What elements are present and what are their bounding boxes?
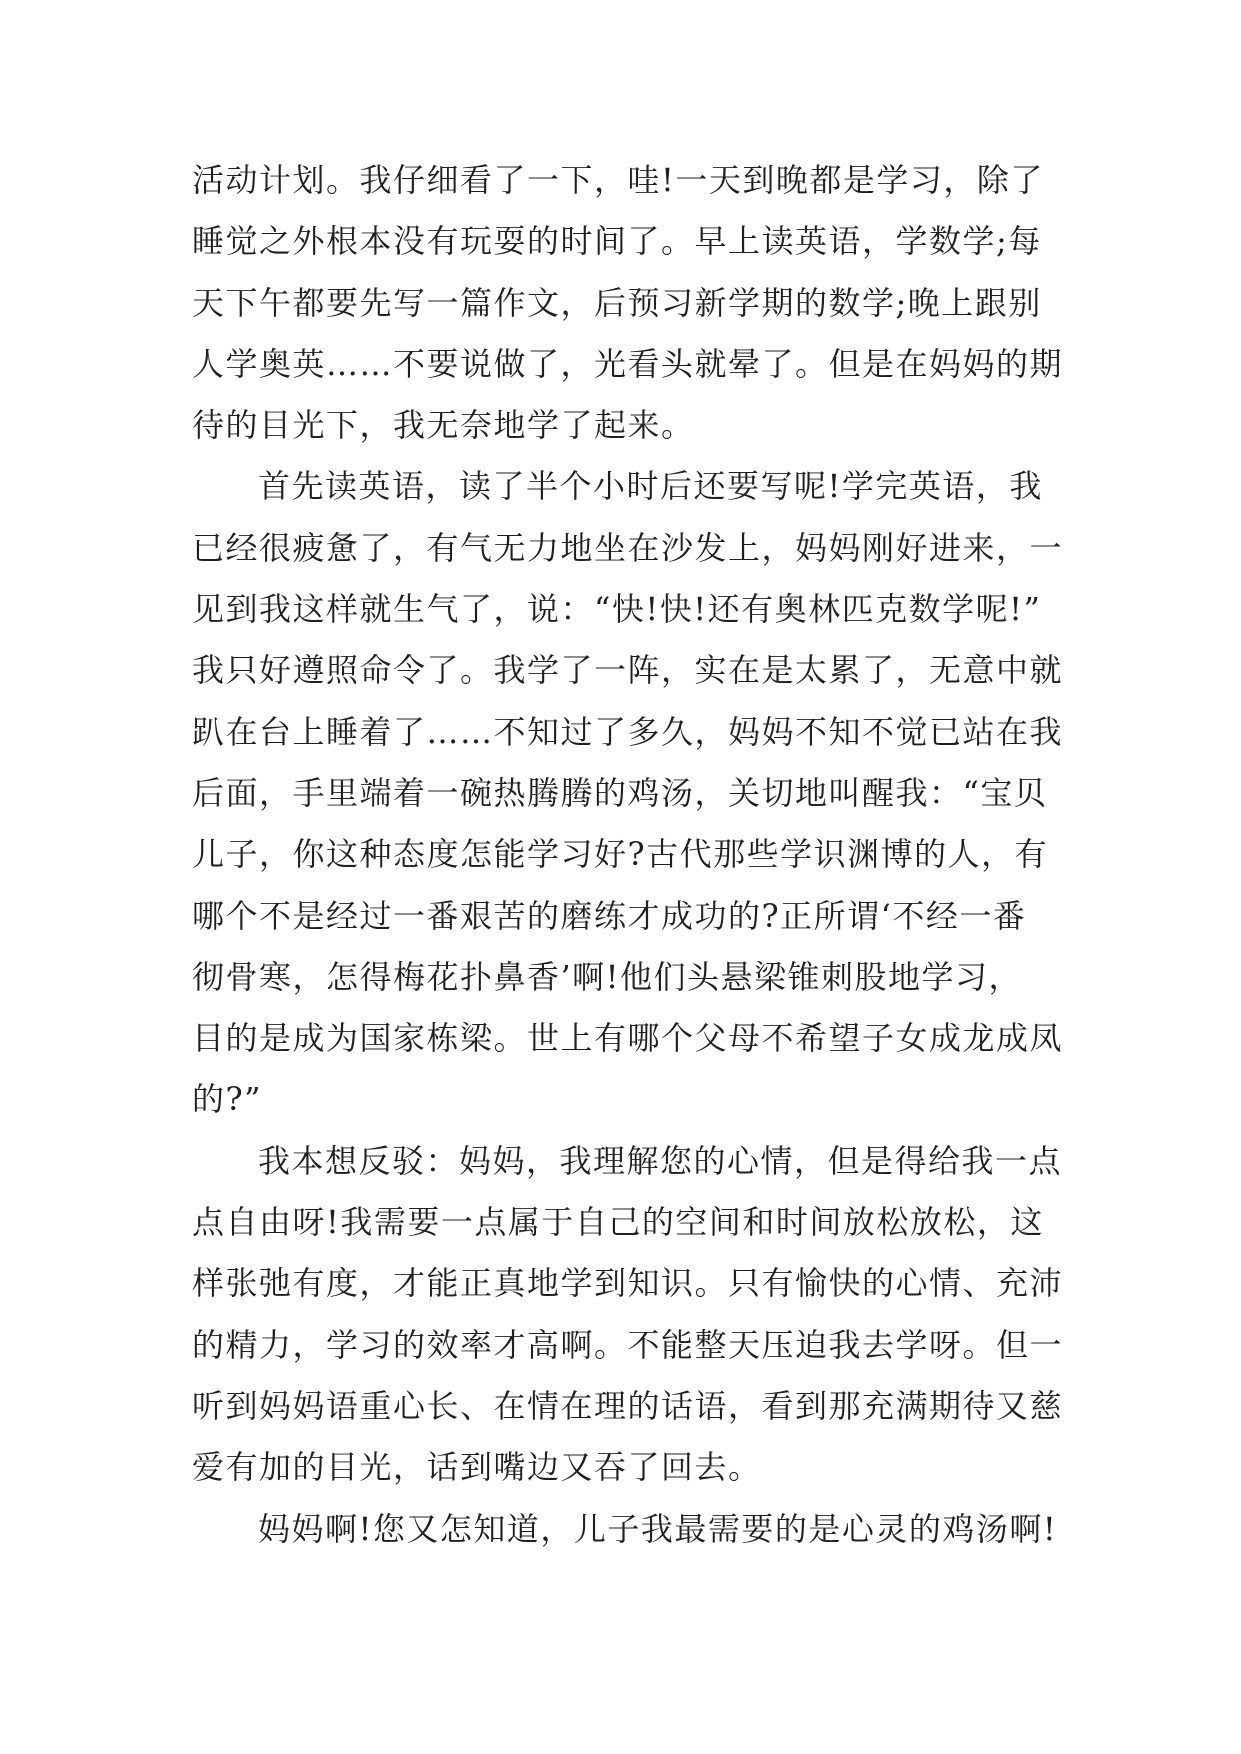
text-line: 点自由呀!我需要一点属于自己的空间和时间放松放松，这 bbox=[192, 1203, 1044, 1242]
text-line: 见到我这样就生气了，说：“快!快!还有奥林匹克数学呢!” bbox=[192, 590, 1042, 629]
text-line: 后面，手里端着一碗热腾腾的鸡汤，关切地叫醒我：“宝贝 bbox=[192, 773, 1048, 812]
text-line: 听到妈妈语重心长、在情在理的话语，看到那充满期待又慈 bbox=[192, 1386, 1064, 1425]
paragraph-start-line: 妈妈啊!您又怎知道，儿子我最需要的是心灵的鸡汤啊! bbox=[258, 1509, 1058, 1548]
text-line: 睡觉之外根本没有玩耍的时间了。早上读英语，学数学;每 bbox=[192, 222, 1042, 261]
text-line: 趴在台上睡着了……不知过了多久，妈妈不知不觉已站在我 bbox=[192, 712, 1064, 751]
essay-body bbox=[192, 150, 1082, 1560]
text-line: 待的目光下，我无奈地学了起来。 bbox=[192, 406, 695, 445]
text-line: 我只好遵照命令了。我学了一阵，实在是太累了，无意中就 bbox=[192, 651, 1064, 690]
text-line: 哪个不是经过一番艰苦的磨练才成功的?正所谓‘不经一番 bbox=[192, 896, 1027, 935]
paragraph-start-line: 我本想反驳：妈妈，我理解您的心情，但是得给我一点 bbox=[258, 1141, 1063, 1180]
text-line: 爱有加的目光，话到嘴边又吞了回去。 bbox=[192, 1448, 762, 1487]
text-line: 人学奥英……不要说做了，光看头就晕了。但是在妈妈的期 bbox=[192, 344, 1064, 383]
text-line: 已经很疲惫了，有气无力地坐在沙发上，妈妈刚好进来，一 bbox=[192, 528, 1064, 567]
text-line: 彻骨寒，怎得梅花扑鼻香’啊!他们头悬梁锥刺股地学习， bbox=[192, 957, 1023, 996]
text-line: 目的是成为国家栋梁。世上有哪个父母不希望子女成龙成凤 bbox=[192, 1019, 1064, 1058]
paragraph-start-line: 首先读英语，读了半个小时后还要写呢!学完英语，我 bbox=[258, 467, 1043, 506]
text-line: 的?” bbox=[192, 1080, 263, 1119]
text-line: 样张弛有度，才能正真地学到知识。只有愉快的心情、充沛 bbox=[192, 1264, 1064, 1303]
text-line: 的精力，学习的效率才高啊。不能整天压迫我去学呀。但一 bbox=[192, 1325, 1064, 1364]
text-line: 儿子，你这种态度怎能学习好?古代那些学识渊博的人，有 bbox=[192, 835, 1049, 874]
text-line: 活动计划。我仔细看了一下，哇!一天到晚都是学习，除了 bbox=[192, 161, 1044, 199]
text-line: 天下午都要先写一篇作文，后预习新学期的数学;晚上跟别 bbox=[192, 283, 1042, 322]
